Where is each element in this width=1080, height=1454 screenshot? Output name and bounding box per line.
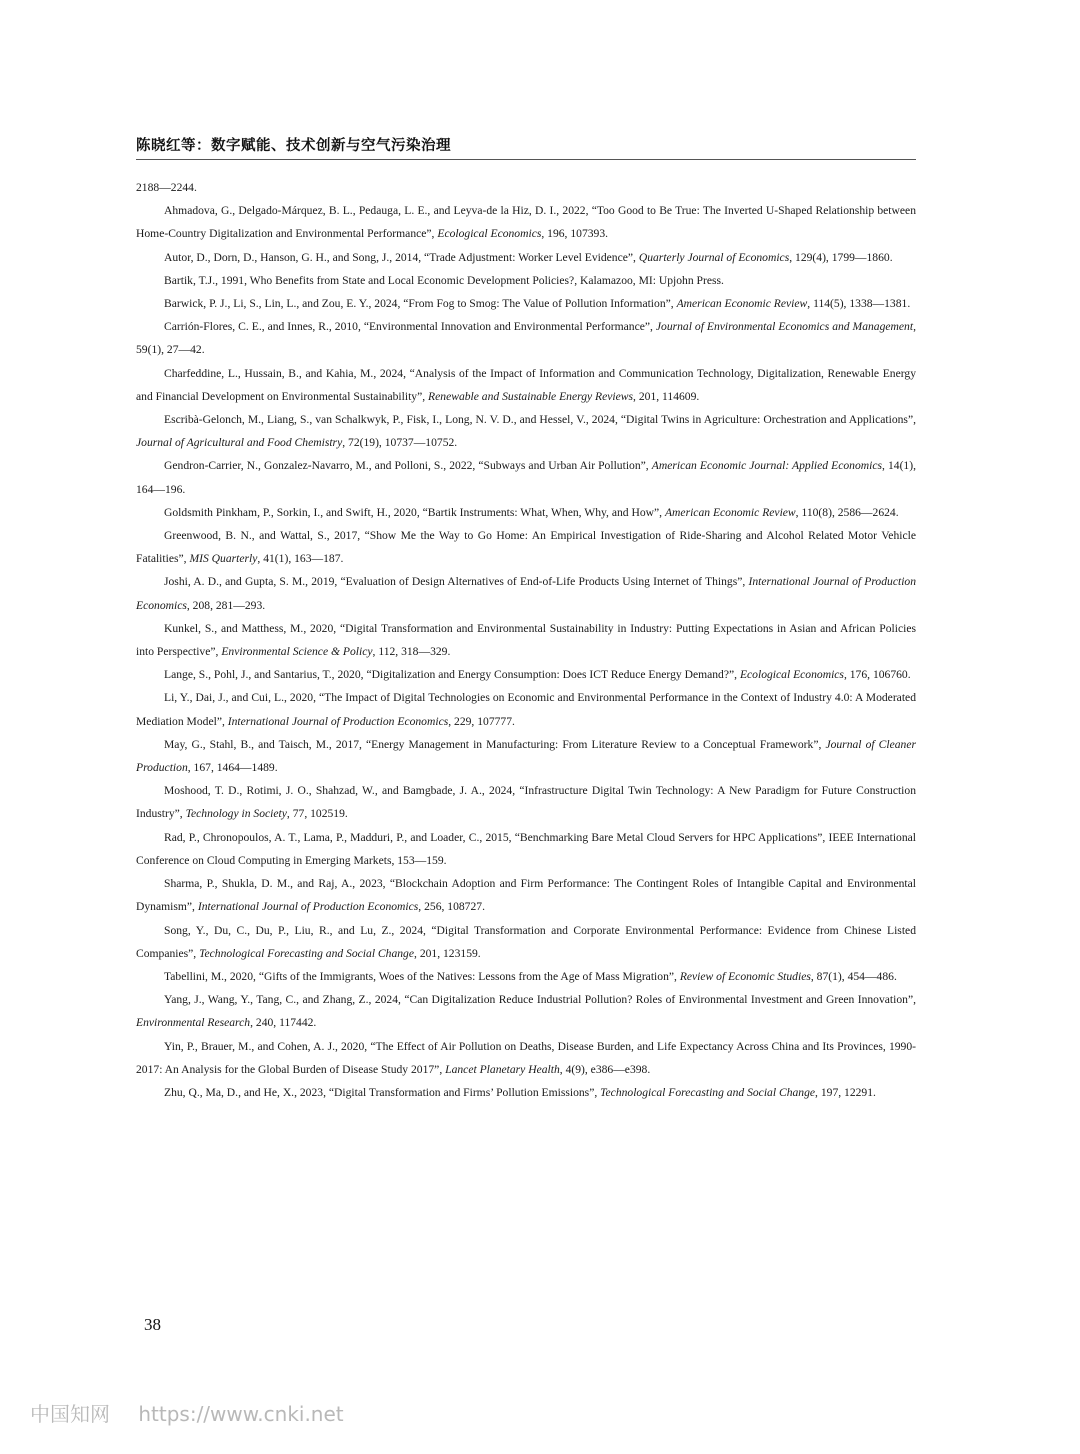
reference-entry [136,362,916,408]
reference-entry [136,1035,916,1081]
reference-text: Bartik, T.J., 1991, Who Benefits from State and Local Economic Development Policies?, Kalamazoo, MI: Upjohn Press. [164,273,724,287]
reference-continuation: 2188—2244. [136,181,197,194]
reference-details: , 72(19), 10737—10752. [342,436,458,450]
reference-entry [136,663,916,686]
reference-journal: American Economic Review [676,297,808,311]
reference-details: , 167, 1464—1489. [187,761,278,775]
reference-journal: Ecological Economics [739,668,844,682]
reference-journal: Journal of Agricultural and Food Chemistry [136,436,343,450]
reference-details: , 176, 106760. [843,668,911,682]
reference-journal: International Journal of Production Economics [136,575,917,612]
reference-text: Rad, P., Chronopoulos, A. T., Lama, P., Madduri, P., and Loader, C., 2015, “Benchmarking Bare Metal Cloud Servers for HPC Applications”, IEEE International Conference on Cloud Computing in Emerging Markets, 153—159. [136,830,916,867]
reference-text: Joshi, A. D., and Gupta, S. M., 2019, “Evaluation of Design Alternatives of End-of-Life Products Using Internet of Things”, [164,575,749,589]
reference-journal: International Journal of Production Economics [227,714,449,728]
reference-entry [136,988,916,1034]
reference-journal: Journal of Cleaner Production [136,737,916,775]
reference-text: Kunkel, S., and Matthess, M., 2020, “Digital Transformation and Environmental Sustainability in Industry: Putting Expectations in Asian and African Policies into Perspective”, [136,621,916,659]
reference-journal: Quarterly Journal of Economics [638,250,790,264]
reference-items [136,199,916,1104]
reference-details: , 256, 108727. [418,900,485,914]
reference-journal: American Economic Review [664,505,796,519]
reference-details: , 129(4), 1799—1860. [789,250,893,264]
reference-text: Li, Y., Dai, J., and Cui, L., 2020, “The Impact of Digital Technologies on Economic and Environmental Performance in the Context of Industry 4.0: A Moderated Mediation Model”, [136,691,916,728]
reference-text: Ahmadova, G., Delgado-Márquez, B. L., Pedauga, L. E., and Leyva-de la Hiz, D. I., 2022, “Too Good to Be True: The Inverted U-Shaped Relationship between Home-Country Digitalization and Environmental Performance”, [136,204,916,241]
reference-details: , 229, 107777. [448,714,515,728]
reference-details: , 240, 117442. [250,1016,317,1030]
reference-details: , 77, 102519. [286,807,348,821]
reference-journal: Technological Forecasting and Social Change [600,1085,816,1099]
reference-details: , 41(1), 163—187. [257,552,344,566]
reference-text: May, G., Stahl, B., and Taisch, M., 2017, “Energy Management in Manufacturing: From Literature Review to a Conceptual Framework”, [164,737,826,751]
reference-text: Goldsmith Pinkham, P., Sorkin, I., and Swift, H., 2020, “Bartik Instruments: What, When, Why, and How”, [164,505,665,519]
reference-text: Zhu, Q., Ma, D., and He, X., 2023, “Digital Transformation and Firms’ Pollution Emissions”, [164,1085,601,1099]
watermark-url: https://www.cnki.net [138,1402,344,1426]
reference-text: Carrión-Flores, C. E., and Innes, R., 2010, “Environmental Innovation and Environmental Performance”, [164,320,656,334]
reference-text: Gendron-Carrier, N., Gonzalez-Navarro, M., and Polloni, S., 2022, “Subways and Urban Air Pollution”, [164,459,652,473]
reference-entry [136,269,916,292]
reference-details: , 14(1), 164—196. [136,459,916,496]
reference-entry [136,246,916,269]
reference-details: , 196, 107393. [541,227,609,241]
reference-text: Yang, J., Wang, Y., Tang, C., and Zhang, Z., 2024, “Can Digitalization Reduce Industrial Pollution? Roles of Environmental Investment and Green Innovation”, [164,993,916,1007]
reference-entry [136,733,916,779]
reference-details: , 201, 123159. [414,946,481,960]
reference-text: Escribà-Gelonch, M., Liang, S., van Schalkwyk, P., Fisk, I., Long, N. V. D., and Hessel, V., 2024, “Digital Twins in Agriculture: Orchestration and Applications”, [164,413,916,427]
reference-entry [136,686,916,732]
reference-entry [136,617,916,663]
reference-details: , 197, 12291. [815,1085,876,1099]
reference-journal: Environmental Research [136,1016,251,1030]
header-title: 陈晓红等：数字赋能、技术创新与空气污染治理 [136,138,451,154]
reference-text: Song, Y., Du, C., Du, P., Liu, R., and Lu, Z., 2024, “Digital Transformation and Corporate Environmental Performance: Evidence from Chinese Listed Companies”, [136,923,916,960]
reference-list [136,176,916,1104]
reference-entry [136,292,916,315]
reference-entry [136,315,916,361]
reference-entry [136,779,916,825]
reference-details: , 59(1), 27—42. [136,320,916,357]
reference-entry [136,826,916,872]
reference-entry [136,524,916,570]
reference-journal: American Economic Journal: Applied Economics [651,459,883,473]
reference-entry [136,501,916,524]
reference-text: Charfeddine, L., Hussain, B., and Kahia, M., 2024, “Analysis of the Impact of Information and Communication Technology, Digitalization, Renewable Energy and Financial Development on Environmental Sustainability”, [136,366,916,403]
reference-details: , 4(9), e386—e398. [559,1062,651,1076]
reference-text: Lange, S., Pohl, J., and Santarius, T., 2020, “Digitalization and Energy Consumption: Does ICT Reduce Energy Demand?”, [164,668,740,682]
reference-journal: Technology in Society [185,807,287,821]
watermark-brand: 中国知网 [30,1402,110,1426]
reference-journal: Review of Economic Studies [679,969,811,983]
reference-journal: Journal of Environmental Economics and Management [655,320,914,334]
reference-text: Autor, D., Dorn, D., Hanson, G. H., and Song, J., 2014, “Trade Adjustment: Worker Level Evidence”, [164,250,639,264]
reference-text: Yin, P., Brauer, M., and Cohen, A. J., 2020, “The Effect of Air Pollution on Deaths, Disease Burden, and Life Expectancy Across China and Its Provinces, 1990-2017: An Analysis for the Global Burden of Disease Study 2017”, [136,1039,916,1076]
reference-journal: International Journal of Production Economics [197,900,419,914]
reference-entry [136,570,916,616]
watermark [30,1398,344,1427]
reference-text: Barwick, P. J., Li, S., Lin, L., and Zou, E. Y., 2024, “From Fog to Smog: The Value of Pollution Information”, [164,297,677,311]
reference-entry [136,872,916,918]
reference-journal: Environmental Science & Policy [221,645,373,659]
reference-entry [136,1081,916,1104]
reference-text: Sharma, P., Shukla, D. M., and Raj, A., 2023, “Blockchain Adoption and Firm Performance: The Contingent Roles of Intangible Capital and Environmental Dynamism”, [136,877,916,914]
reference-journal: MIS Quarterly [189,552,258,566]
reference-text: Greenwood, B. N., and Wattal, S., 2017, “Show Me the Way to Go Home: An Empirical Investigation of Ride-Sharing and Alcohol Related Motor Vehicle Fatalities”, [136,529,916,566]
reference-details: , 208, 281—293. [186,598,266,612]
page-number: 38 [144,1315,161,1334]
reference-journal: Technological Forecasting and Social Change [199,946,415,960]
running-header [136,134,916,160]
reference-journal: Lancet Planetary Health [445,1062,560,1076]
reference-entry [136,919,916,965]
reference-details: , 114(5), 1338—1381. [807,297,911,311]
reference-entry [136,408,916,454]
reference-details: , 112, 318—329. [372,645,451,659]
reference-text: Moshood, T. D., Rotimi, J. O., Shahzad, W., and Bamgbade, J. A., 2024, “Infrastructure Digital Twin Technology: A New Paradigm for Future Construction Industry”, [136,784,916,821]
reference-entry [136,199,916,245]
reference-details: , 110(8), 2586—2624. [795,505,899,519]
reference-journal: Ecological Economics [437,227,542,241]
reference-entry [136,454,916,500]
reference-text: Tabellini, M., 2020, “Gifts of the Immigrants, Woes of the Natives: Lessons from the Age of Mass Migration”, [164,969,680,983]
reference-entry [136,965,916,988]
reference-details: , 201, 114609. [633,389,700,403]
reference-details: , 87(1), 454—486. [810,969,897,983]
reference-journal: Renewable and Sustainable Energy Reviews [428,389,634,403]
